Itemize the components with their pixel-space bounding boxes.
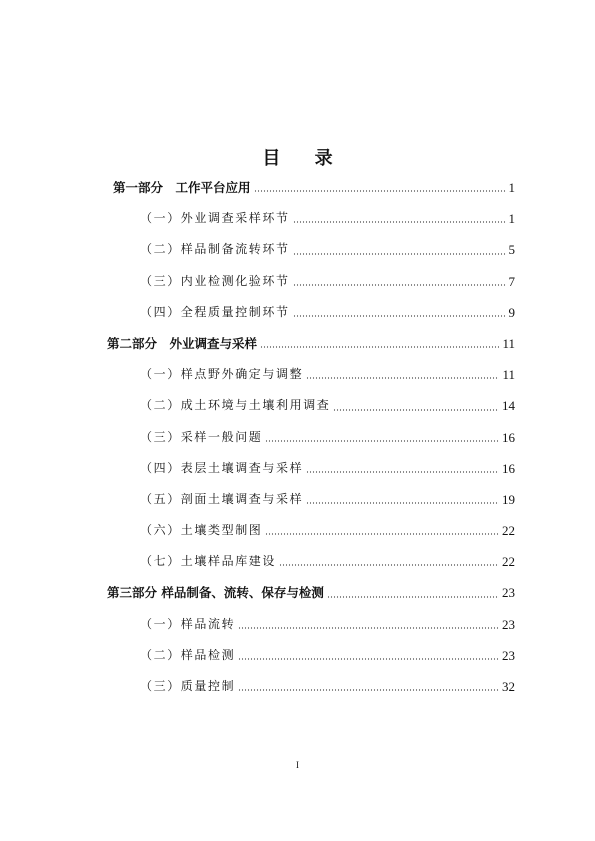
toc-section-entry [0, 359, 595, 390]
toc-dot-leader [306, 502, 499, 504]
toc-section-entry [0, 203, 595, 234]
toc-entry-page-number: 16 [502, 460, 515, 476]
toc-entry-label: （三）采样一般问题 [140, 429, 263, 444]
toc-dot-leader [260, 346, 499, 348]
toc-dot-leader [265, 533, 499, 535]
toc-entry-page-number: 23 [502, 616, 515, 632]
toc-dot-leader [293, 221, 506, 223]
toc-entry-page-number: 7 [508, 273, 515, 289]
toc-section-entry [0, 453, 595, 484]
toc-entry-page-number: 16 [502, 429, 515, 445]
toc-entry-label: （三）内业检测化验环节 [140, 273, 290, 288]
toc-section-entry [0, 297, 595, 328]
toc-dot-leader [293, 315, 506, 317]
toc-section-entry [0, 390, 595, 421]
toc-entry-label: （七）土壤样品库建设 [140, 554, 277, 569]
toc-entry-label: 第一部分 工作平台应用 [113, 180, 251, 195]
toc-section-entry [0, 640, 595, 671]
toc-entry-label: （二）成土环境与土壤利用调查 [140, 398, 331, 413]
toc-entry-label: （六）土壤类型制图 [140, 523, 263, 538]
toc-dot-leader [254, 190, 506, 192]
toc-section-entry [0, 266, 595, 297]
toc-dot-leader [238, 627, 499, 629]
toc-entry-page-number: 23 [502, 647, 515, 663]
toc-entry-label: （五）剖面土壤调查与采样 [140, 491, 304, 506]
toc-dot-leader [306, 471, 499, 473]
toc-section-entry [0, 515, 595, 546]
toc-part-entry [0, 328, 595, 359]
toc-part-entry [0, 577, 595, 608]
toc-dot-leader [293, 284, 506, 286]
footer-page-number: I [296, 760, 299, 770]
toc-dot-leader [238, 658, 499, 660]
toc-dot-leader [279, 564, 499, 566]
toc-entry-page-number: 32 [502, 679, 515, 694]
toc-dot-leader [265, 440, 499, 442]
toc-dot-leader [306, 377, 499, 379]
toc-entry-label: （四）全程质量控制环节 [140, 304, 290, 319]
toc-entry-page-number: 9 [508, 304, 515, 320]
toc-entry-label: 第三部分 样品制备、流转、保存与检测 [107, 585, 324, 601]
toc-dot-leader [293, 253, 506, 255]
toc-section-entry [0, 546, 595, 577]
toc-section-entry [0, 609, 595, 640]
toc-dot-leader [238, 689, 499, 691]
toc-entry-label: （四）表层土壤调查与采样 [140, 460, 304, 475]
toc-section-entry [0, 422, 595, 453]
toc-entry-label: （二）样品检测 [140, 647, 236, 662]
toc-entry-page-number: 22 [502, 523, 515, 539]
toc-section-entry [0, 671, 595, 702]
toc-entry-page-number: 19 [502, 491, 515, 507]
toc-part-entry [0, 172, 595, 203]
toc-section-entry [0, 234, 595, 265]
toc-entry-page-number: 11 [502, 367, 515, 383]
toc-entry-page-number: 5 [508, 242, 515, 258]
page-title: 目 录 [262, 148, 347, 169]
toc-dot-leader [333, 409, 499, 411]
toc-entry-page-number: 11 [502, 335, 515, 351]
toc-entry-label: （一）样品流转 [140, 616, 236, 631]
toc-entry-label: 第二部分 外业调查与采样 [107, 335, 258, 351]
toc-entry-label: （一）外业调查采样环节 [140, 211, 290, 226]
toc-section-entry [0, 484, 595, 515]
toc-dot-leader [327, 596, 499, 598]
table-of-contents [0, 172, 595, 702]
toc-entry-page-number: 23 [502, 585, 515, 601]
toc-entry-label: （一）样点野外确定与调整 [140, 367, 304, 382]
toc-entry-page-number: 22 [502, 554, 515, 570]
toc-entry-page-number: 1 [508, 211, 515, 227]
toc-entry-label: （三）质量控制 [140, 679, 236, 693]
toc-entry-page-number: 14 [502, 398, 515, 414]
toc-entry-label: （二）样品制备流转环节 [140, 242, 290, 257]
toc-entry-page-number: 1 [508, 180, 515, 195]
